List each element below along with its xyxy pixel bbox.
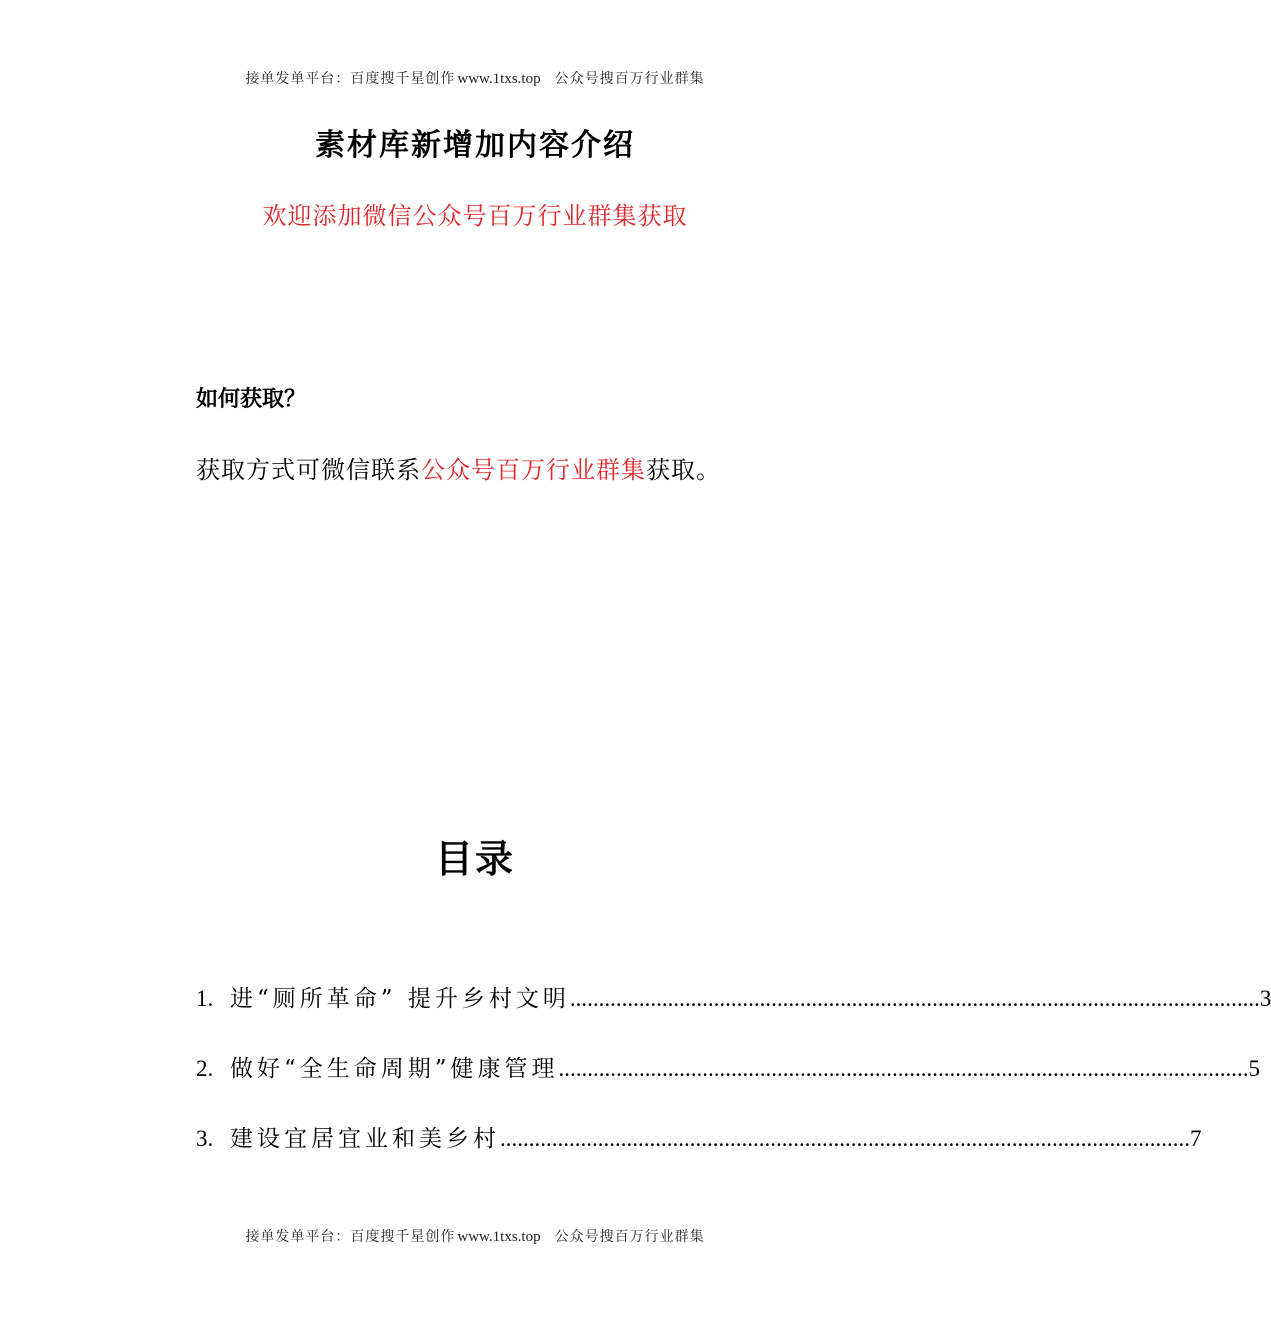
footer-prefix: 接单发单平台：百度搜千星创作 — [245, 1229, 456, 1245]
toc-item-text: 做好“全生命周期”健康管理 — [230, 1056, 559, 1082]
toc-leader-dots: ........................................................................................................................ — [558, 1056, 1249, 1081]
toc-list — [196, 980, 1271, 1190]
toc-item-text: 建设宜居宜业和美乡村 — [230, 1126, 500, 1152]
toc-item[interactable] — [196, 980, 1271, 1020]
page-footer — [0, 1226, 950, 1246]
footer-url: www.1txs.top — [457, 1229, 541, 1245]
page-header — [0, 68, 950, 88]
how-body-highlight: 公众号百万行业群集 — [421, 456, 646, 484]
how-body-before: 获取方式可微信联系 — [196, 456, 421, 484]
how-body-after: 获取。 — [646, 456, 721, 484]
header-suffix: 公众号搜百万行业群集 — [554, 71, 705, 87]
toc-item-page: 5 — [1248, 1056, 1261, 1081]
toc-item-text: 进“厕所革命” 提升乡村文明 — [230, 986, 570, 1012]
toc-item[interactable] — [196, 1120, 1202, 1160]
toc-item-number: 3. — [196, 1126, 214, 1151]
toc-leader-dots: ........................................................................................................................ — [569, 986, 1260, 1011]
footer-suffix: 公众号搜百万行业群集 — [554, 1229, 705, 1245]
header-url: www.1txs.top — [457, 71, 541, 87]
header-prefix: 接单发单平台：百度搜千星创作 — [245, 71, 456, 87]
document-subtitle: 欢迎添加微信公众号百万行业群集获取 — [262, 202, 688, 230]
toc-item[interactable] — [196, 1050, 1261, 1090]
toc-item-page: 3 — [1259, 986, 1271, 1011]
toc-item-number: 2. — [196, 1056, 214, 1081]
toc-item-page: 7 — [1190, 1126, 1202, 1151]
how-to-get-heading: 如何获取？ — [196, 386, 307, 412]
toc-item-number: 1. — [196, 986, 214, 1011]
toc-leader-dots: ........................................................................................................................ — [500, 1126, 1190, 1151]
document-title: 素材库新增加内容介绍 — [315, 128, 635, 163]
how-to-get-body — [196, 450, 721, 485]
toc-title: 目录 — [434, 836, 515, 881]
